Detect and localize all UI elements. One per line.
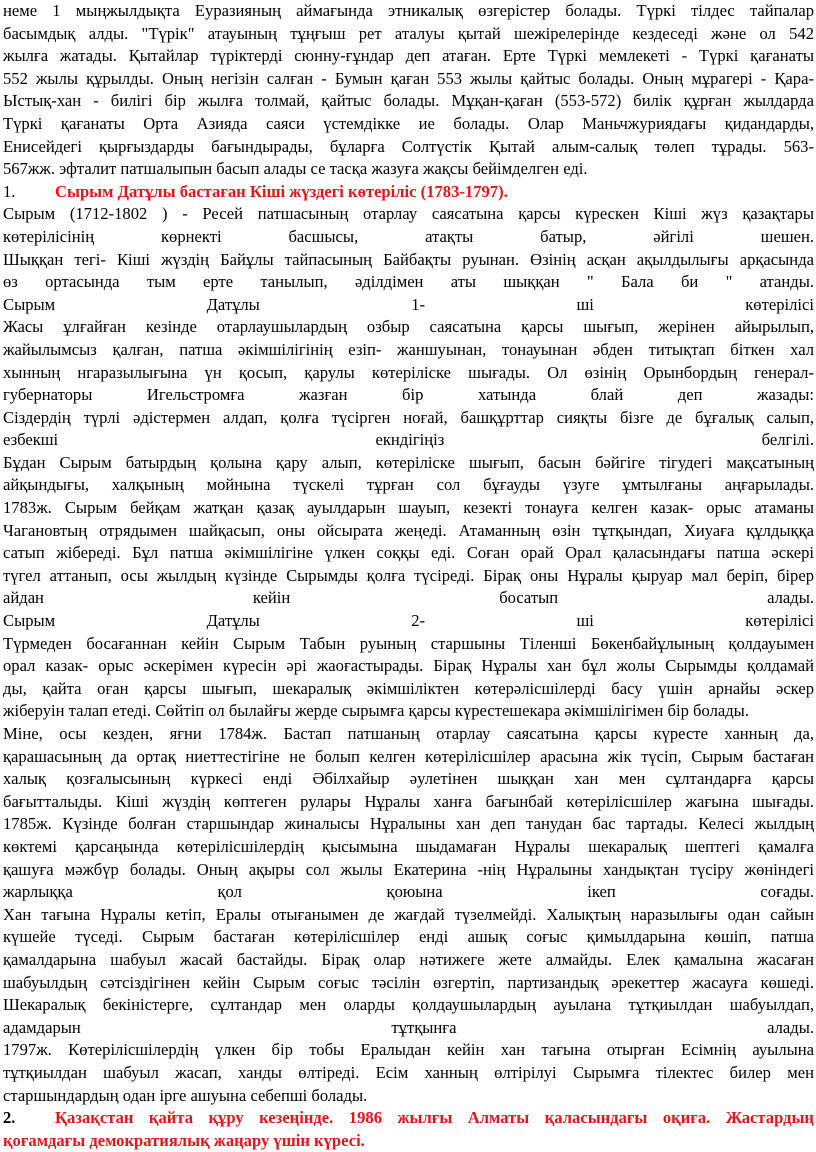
text-line: жайылымсыз қалған, патша әкімшілігінің езіп- жаншуынан, тонауынан әбден титықтап біткен хал (3, 339, 814, 359)
heading-title: Қазақстан қайта құру кезеңінде. 1986 жылғы Алматы қаласындағы оқиға. Жастардың (55, 1108, 814, 1128)
subheading-line: Сырым Датұлы 1- ші көтерілісі (3, 294, 814, 314)
text-line: жылға жатады. Қытайлар түріктерді сюнну-ғұндар деп атаған. Ерте Түркі мемлекеті - Түркі қағанаты (3, 46, 814, 66)
text-line: Чагановтың отрядымен шайқасып, оны ойсырата жеңеді. Атаманның өзін тұтқындап, Хиуаға құлдыққа (3, 520, 814, 540)
text-line: 552 жылы құрылды. Оның негізін салған - Бумын қаған 553 жылы қайтыс болады. Оның мұрагері - Қара- (3, 68, 814, 88)
text-line: неме 1 мыңжылдықта Еуразияның аймағында этникалық өзгерістер болады. Түркі тілдес тайпалар (3, 1, 814, 20)
text-line: 567жж. эфталит патшалыпын басып алады се тасқа жазуға жақсы бейімделген еді. (3, 159, 588, 179)
text-line: қарашасының да ортақ ниеттестігіне не болып келген көтерілісшілер арасына жік түсіп, Сырым бастаған (3, 746, 814, 766)
heading-title-continued: қоғамдағы демократиялық жаңару үшін күресі. (3, 1130, 365, 1150)
text-line: Шыққан тегі- Кіші жүздің Байұлы тайпасының Байбақты руынан. Өзінің асқан ақылдылығы арқасында (3, 249, 814, 269)
text-line: көтерілісінің көрнекті басшысы, атақты батыр, әйгілі шешен. (3, 226, 814, 246)
text-line: тұтқиылдан шабуыл жасап, ханды өлтіреді. Есім ханның өлтірілуі Сырымға тілектес билер мен (3, 1062, 814, 1082)
text-line: Шекаралық бекіністерге, сұлтандар мен оларды қолдаушылардың ауылана тұтқиылдан шабуылдап, (3, 995, 814, 1015)
text-line: басымдық алды. "Түрік" атауының тұңғыш рет аталуы қытай шежірелерінде кездеседі және ол 542 (3, 23, 814, 43)
text-line: бағытталыды. Кіші жүздің көптеген рулары Нұралы ханға бағынбай көтерілісшілер жағына шығады. (3, 791, 814, 811)
heading-title: Сырым Датұлы бастаған Кіші жүздегі көтеріліс (1783-1797). (55, 181, 508, 201)
text-line: ды, қайта оған қарсы шығып, шекаралық әкімшіліктен көтерәлісшілерді басу үшін арнайы әскер (3, 678, 814, 698)
text-line: Сіздердің түрлі әдістермен алдап, қолға түсірген ноғай, башқұрттар сияқты бізге де бұғалық салып, (3, 407, 814, 427)
text-line: жарлыққа қол қоюына ікеп соғады. (3, 882, 814, 902)
subheading-line: Сырым Датұлы 2- ші көтерілісі (3, 611, 814, 631)
text-line: Хан тағына Нұралы кетіп, Ералы отығанымен де жағдай түзелмейді. Халықтың наразылығы одан сайын (3, 904, 814, 924)
text-line: орал казак- орыс әскерімен күресін әрі жаоғастырады. Бірақ Нұралы хан бұл жолы Сырымды қолдамай (3, 656, 814, 676)
text-line: айқындығы, халқының мойнына түскелі тұрған сол бұғауды үзуге ұмтылғаны аңғарылады. (3, 475, 814, 495)
text-line: адамдарын тұтқынға алады. (3, 1017, 814, 1037)
text-line: Ыстық-хан - билігі бір жылға толмай, қайтыс болады. Мұқан-қаған (553-572) билік құрған жылдарда (3, 91, 814, 111)
section-heading-2 (3, 1107, 814, 1130)
text-line: Міне, осы кезден, яғни 1784ж. Бастап патшаның отарлау саясатына қарсы күресте ханның да, (3, 724, 814, 743)
text-line: Жасы ұлғайған кезінде отарлаушылардың озбыр саясатына қарсы шығып, жерінен айырылып, (3, 317, 814, 337)
text-line: өз ортасында тым ерте танылып, әділдімен аты шыққан " Бала би " атанды. (3, 272, 814, 292)
text-line: губернаторы Игельстромға жазған бір хатында блай деп жазады: (3, 385, 814, 405)
section-heading-1 (3, 181, 814, 204)
text-line: старшындардың одан ірге ашуына себепші болады. (3, 1085, 368, 1105)
text-line: түгел аттанып, осы жылдың күзінде Сырымды қолға түсіреді. Бірақ оны Нұралы қыруар мал беріп, бірер (3, 565, 814, 585)
text-line: 1797ж. Көтерілісшілердің үлкен бір тобы Ералыдан кейін хан тағына отырған Есімнің ауылына (3, 1040, 814, 1060)
text-line: шабуылдың сәтсіздігінен кейін Сырым соғыс тәсілін өзгертіп, партизандық әрекеттер жасауға көшеді. (3, 972, 814, 992)
text-line: күшейе түседі. Сырым бастаған көтерілісшілер енді ашық соғыс қимылдарына көшіп, патша (3, 927, 814, 947)
heading-number: 1. (3, 181, 16, 201)
text-line: Сырым (1712-1802 ) - Ресей патшасының отарлау саясатына қарсы күрескен Кіші жүз қазақтары (3, 204, 814, 224)
text-line: езбекші екндігіңіз белгілі. (3, 430, 814, 450)
section-1-body (3, 203, 814, 1107)
text-line: айдан кейін босатып алады. (3, 588, 814, 608)
text-line: көктемі қарсаңында көтерілісшілердің қысымына шыдамаған Нұралы шекаралық шептегі қамалға (3, 836, 814, 856)
text-line: Бұдан Сырым батырдың қолына қару алып, көтеріліске шығып, басын бәйгіге тігудегі мақсатының (3, 452, 814, 472)
text-line: хынның нгаразылығына үн қосып, қарулы көтеріліске шығады. Ол өзінің Орынбордың генерал- (3, 362, 814, 382)
text-line: Түрмеден босағаннан кейін Сырым Табын руының старшыны Тіленші Бөкенбайұлының қолдауымен (3, 633, 814, 653)
heading-number: 2. (3, 1108, 16, 1128)
text-line: Түркі қағанаты Орта Азияда саяси үстемдікке ие болады. Олар Маньчжуриядағы қидандарды, (3, 113, 814, 133)
section-heading-2-continued (3, 1130, 814, 1152)
text-line: 1785ж. Күзінде болған старшындар жиналысы Нұралыны хан деп танудан бас тартады. Келесі жылдың (3, 814, 814, 834)
text-line: жіберуін талап етеді. Сөйтіп ол былайғы жерде сырымға қарсы күрестешекара әкімшілігімен бір болады. (3, 701, 749, 721)
text-line: қашуға мәжбүр болады. Оның ақыры сол жылы Екатерина -нің Нұралыны хандықтан түсіру жөніндегі (3, 859, 814, 879)
text-line: қамалдарына шабуыл жасай бастайды. Бірақ олар нәтижеге жете алмайды. Елек қамалына жасаған (3, 949, 814, 969)
text-line: сатып жібереді. Бұл патша әкімшілігіне үлкен соққы еді. Соған орай Орал қаласындағы патша әскері (3, 543, 814, 563)
text-line: халық қозғалысының күркесі енді Әбілхайыр әулетінен шыққан хан мен сұлтандарға қарсы (3, 769, 814, 789)
text-line: 1783ж. Сырым бейқам жатқан қазақ ауылдарын шауып, кезекті тонауға келген казак- орыс атаманы (3, 498, 814, 518)
text-line: Енисейдегі қырғыздарды бағындырады, бұларға Солтүстік Қытай алым-салық төлеп тұрады. 563- (3, 136, 814, 156)
intro-paragraph (3, 0, 814, 181)
